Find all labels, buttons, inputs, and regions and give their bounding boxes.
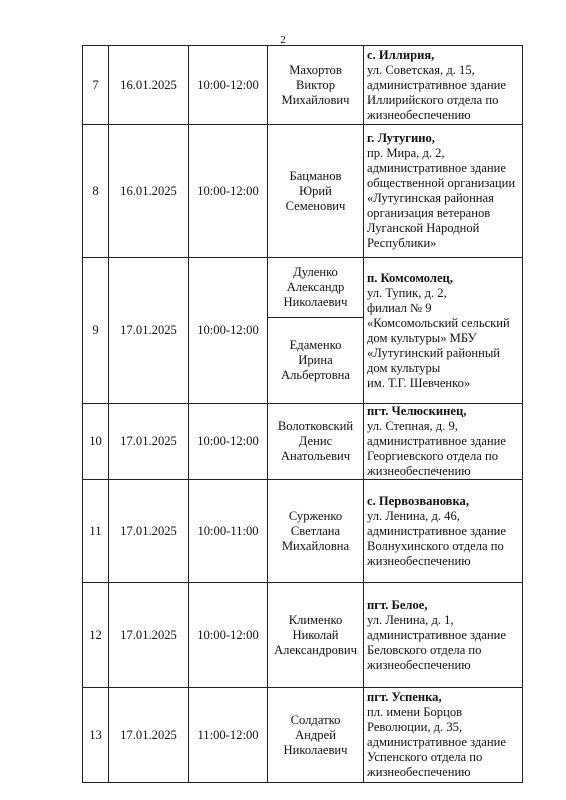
place-cell (364, 404, 523, 480)
place-address-line: Беловского отдела по (367, 642, 482, 657)
place-cell (364, 258, 523, 404)
person-cell (268, 125, 364, 258)
person-cell (268, 258, 364, 318)
place-address-line: ул. Ленина, д. 1, (367, 612, 454, 627)
person-name-line: Волотковский (277, 419, 354, 433)
person-name-line: Денис (298, 434, 333, 448)
place-address-line: филиал № 9 (367, 300, 432, 315)
place-address-line: «Лутугинский районный (367, 345, 501, 360)
row-number-cell: 8 (83, 125, 109, 258)
person-cell (268, 688, 364, 783)
place-address-line: пл. имени Борцов (367, 705, 463, 719)
row-number-cell: 13 (83, 688, 109, 783)
person-name-line: Клименко (288, 612, 343, 627)
place-cell (364, 46, 523, 125)
place-address-line: жизнеобеспечению (367, 464, 471, 478)
place-address-line: административное здание (367, 627, 506, 642)
place-address-line: «Комсомольский сельский (367, 315, 510, 330)
person-name-line: Николаевич (283, 295, 348, 309)
person-cell (268, 46, 364, 125)
place-name: с. Иллирия, (367, 47, 435, 62)
place-address-line: организация ветеранов (367, 206, 491, 220)
place-address-line: общественной организации (367, 176, 516, 190)
person-name-line: Анатольевич (280, 449, 351, 463)
date-cell: 17.01.2025 (109, 583, 189, 688)
table-row (83, 404, 523, 480)
time-cell: 10:00-12:00 (189, 46, 268, 125)
person-name-line: Махортов (289, 62, 342, 77)
person-name-line: Альбертовна (281, 368, 350, 382)
person-name-line: Николаевич (283, 742, 348, 757)
table-row (83, 583, 523, 688)
place-address-line: жизнеобеспечению (367, 553, 471, 568)
time-cell: 10:00-11:00 (189, 480, 268, 583)
person-name-line: Светлана (290, 523, 341, 538)
row-number-cell: 11 (83, 480, 109, 583)
place-address-line: Успенского отдела по (367, 750, 483, 764)
place-address-line: ул. Советская, д. 15, (367, 62, 475, 77)
place-address-line: дом культуры» МБУ (367, 330, 477, 345)
person-name-line: Дуленко (293, 265, 338, 279)
person-cell (268, 480, 364, 583)
place-address-line: жизнеобеспечению (367, 765, 471, 779)
page-number: 2 (280, 34, 286, 46)
person-cell (268, 583, 364, 688)
row-number-cell: 9 (83, 258, 109, 404)
place-address-line: Революции, д. 35, (367, 720, 463, 734)
place-address-line: Иллирийского отдела по (367, 92, 499, 107)
place-cell (364, 688, 523, 783)
person-name-line: Александр (286, 280, 345, 294)
table-row (83, 688, 523, 783)
time-cell: 10:00-12:00 (189, 583, 268, 688)
reception-schedule-table (82, 45, 523, 783)
table-row (83, 46, 523, 125)
place-address-line: Республики» (367, 236, 437, 250)
place-cell (364, 583, 523, 688)
table-row (83, 480, 523, 583)
person-cell (268, 404, 364, 480)
place-address-line: административное здание (367, 735, 506, 749)
place-name: п. Комсомолец, (367, 270, 453, 285)
place-address-line: жизнеобеспечению (367, 657, 471, 672)
place-address-line: административное здание (367, 523, 506, 538)
place-address-line: ул. Степная, д. 9, (367, 419, 458, 433)
person-name-line: Бацманов (289, 168, 342, 183)
row-number-cell: 12 (83, 583, 109, 688)
place-name: с. Первозвановка, (367, 493, 469, 508)
date-cell: 17.01.2025 (109, 480, 189, 583)
person-name-line: Едаменко (289, 338, 342, 352)
place-name: пгт. Белое, (367, 597, 428, 612)
place-name: пгт. Челюскинец, (367, 404, 467, 418)
person-name-line: Семенович (285, 198, 346, 213)
place-address-line: административное здание (367, 434, 506, 448)
place-address-line: Луганской Народной (367, 221, 480, 235)
date-cell: 16.01.2025 (109, 125, 189, 258)
place-name: г. Лутугино, (367, 131, 435, 145)
person-cell (268, 318, 364, 404)
person-name-line: Виктор (295, 77, 336, 92)
person-name-line: Николай (292, 627, 339, 642)
time-cell: 10:00-12:00 (189, 404, 268, 480)
person-name-line: Ирина (298, 353, 333, 367)
place-address-line: административное здание (367, 77, 506, 92)
time-cell: 10:00-12:00 (189, 258, 268, 404)
person-name-line: Александрович (274, 642, 357, 657)
person-name-line: Солдатко (290, 712, 341, 727)
place-address-line: жизнеобеспечению (367, 107, 471, 122)
table-row (83, 258, 523, 318)
date-cell: 17.01.2025 (109, 404, 189, 480)
place-cell (364, 480, 523, 583)
person-name-line: Юрий (299, 183, 332, 198)
place-address-line: Волнухинского отдела по (367, 538, 504, 553)
place-address-line: «Лутугинская районная (367, 191, 494, 205)
place-name: пгт. Успенка, (367, 690, 442, 704)
time-cell: 11:00-12:00 (189, 688, 268, 783)
place-address-line: ул. Ленина, д. 46, (367, 508, 460, 523)
place-address-line: им. Т.Г. Шевченко» (367, 375, 471, 390)
date-cell: 17.01.2025 (109, 688, 189, 783)
person-name-line: Михайлович (281, 92, 350, 107)
person-name-line: Михайловна (281, 538, 350, 553)
date-cell: 17.01.2025 (109, 258, 189, 404)
table-row (83, 125, 523, 258)
row-number-cell: 7 (83, 46, 109, 125)
place-address-line: ул. Тупик, д. 2, (367, 285, 447, 300)
place-cell (364, 125, 523, 258)
place-address-line: дом культуры (367, 360, 441, 375)
time-cell: 10:00-12:00 (189, 125, 268, 258)
place-address-line: Георгиевского отдела по (367, 449, 499, 463)
person-name-line: Андрей (295, 727, 336, 742)
place-address-line: административное здание (367, 161, 506, 175)
place-address-line: пр. Мира, д. 2, (367, 146, 445, 160)
row-number-cell: 10 (83, 404, 109, 480)
person-name-line: Сурженко (288, 508, 343, 523)
date-cell: 16.01.2025 (109, 46, 189, 125)
